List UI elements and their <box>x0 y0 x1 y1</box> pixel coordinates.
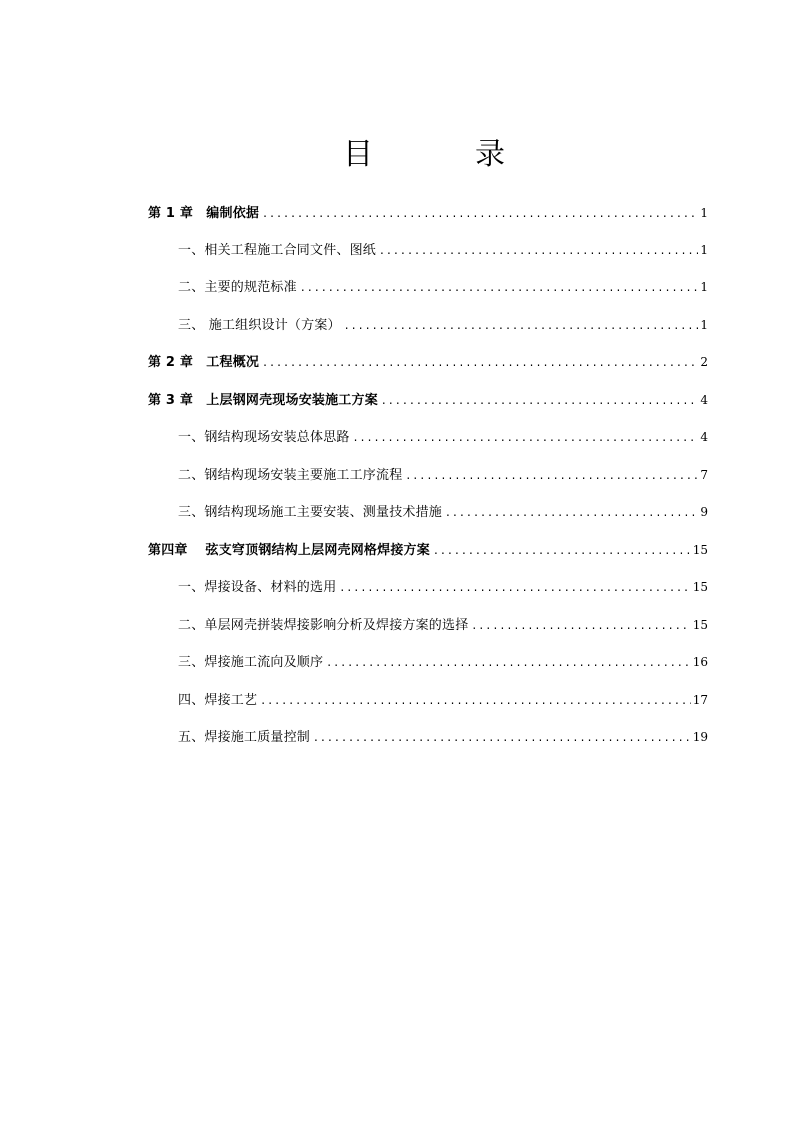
toc-section-3-1[interactable] <box>178 427 708 447</box>
toc-entry-text: 一、焊接设备、材料的选用 <box>178 580 337 595</box>
toc-page-number: 4 <box>700 393 708 407</box>
toc-page-number: 1 <box>700 318 708 332</box>
toc-entry-text: 第四章 弦支穹顶钢结构上层网壳网格焊接方案 <box>148 543 430 558</box>
toc-title: 目 录 <box>343 137 541 172</box>
dot-leader <box>402 465 698 485</box>
toc-page-number: 15 <box>692 580 708 594</box>
dot-leader <box>257 690 691 710</box>
dot-leader <box>336 577 690 597</box>
toc-chapter-1[interactable] <box>148 203 708 223</box>
dot-leader <box>297 277 699 297</box>
toc-section-4-5[interactable] <box>178 727 708 747</box>
toc-page-number: 9 <box>700 505 708 519</box>
toc-entry-text: 三、 施工组织设计（方案） <box>178 318 341 333</box>
toc-page-number: 1 <box>700 280 708 294</box>
toc-page-number: 17 <box>692 693 708 707</box>
toc-page-number: 2 <box>700 355 708 369</box>
dot-leader <box>468 615 690 635</box>
toc-page-number: 4 <box>700 430 708 444</box>
toc-page-number: 7 <box>700 468 708 482</box>
toc-page-number: 16 <box>692 655 708 669</box>
dot-leader <box>378 390 698 410</box>
toc-page-number: 15 <box>692 618 708 632</box>
dot-leader <box>442 502 698 522</box>
toc-section-3-2[interactable] <box>178 465 708 485</box>
dot-leader <box>259 352 698 372</box>
toc-section-3-3[interactable] <box>178 502 708 522</box>
toc-section-1-3[interactable] <box>178 315 708 335</box>
toc-entry-text: 第 1 章 编制依据 <box>148 206 260 221</box>
toc-entry-text: 三、焊接施工流向及顺序 <box>178 655 324 670</box>
toc-entry-text: 一、相关工程施工合同文件、图纸 <box>178 243 377 258</box>
toc-section-1-1[interactable] <box>178 240 708 260</box>
toc-section-4-4[interactable] <box>178 690 708 710</box>
dot-leader <box>341 315 699 335</box>
dot-leader <box>376 240 698 260</box>
dot-leader <box>350 427 699 447</box>
dot-leader <box>259 203 698 223</box>
toc-page-number: 1 <box>700 206 708 220</box>
toc-section-1-2[interactable] <box>178 277 708 297</box>
toc-section-4-3[interactable] <box>178 652 708 672</box>
toc-page-number: 19 <box>692 730 708 744</box>
toc-entry-text: 四、焊接工艺 <box>178 693 258 708</box>
toc-page-number: 1 <box>700 243 708 257</box>
toc-entry-text: 第 3 章 上层钢网壳现场安装施工方案 <box>148 393 378 408</box>
toc-entry-text: 三、钢结构现场施工主要安装、测量技术措施 <box>178 505 443 520</box>
toc-chapter-3[interactable] <box>148 390 708 410</box>
toc-page-number: 15 <box>692 543 708 557</box>
toc-chapter-4[interactable] <box>148 540 708 560</box>
toc-entry-text: 一、钢结构现场安装总体思路 <box>178 430 350 445</box>
dot-leader <box>310 727 691 747</box>
toc-entry-text: 二、钢结构现场安装主要施工工序流程 <box>178 468 403 483</box>
toc-entry-text: 二、单层网壳拼装焊接影响分析及焊接方案的选择 <box>178 618 469 633</box>
toc-section-4-1[interactable] <box>178 577 708 597</box>
toc-chapter-2[interactable] <box>148 352 708 372</box>
dot-leader <box>323 652 691 672</box>
toc-section-4-2[interactable] <box>178 615 708 635</box>
toc-entry-text: 第 2 章 工程概况 <box>148 355 260 370</box>
toc-entry-text: 二、主要的规范标准 <box>178 280 297 295</box>
toc-entry-text: 五、焊接施工质量控制 <box>178 730 311 745</box>
dot-leader <box>430 540 691 560</box>
